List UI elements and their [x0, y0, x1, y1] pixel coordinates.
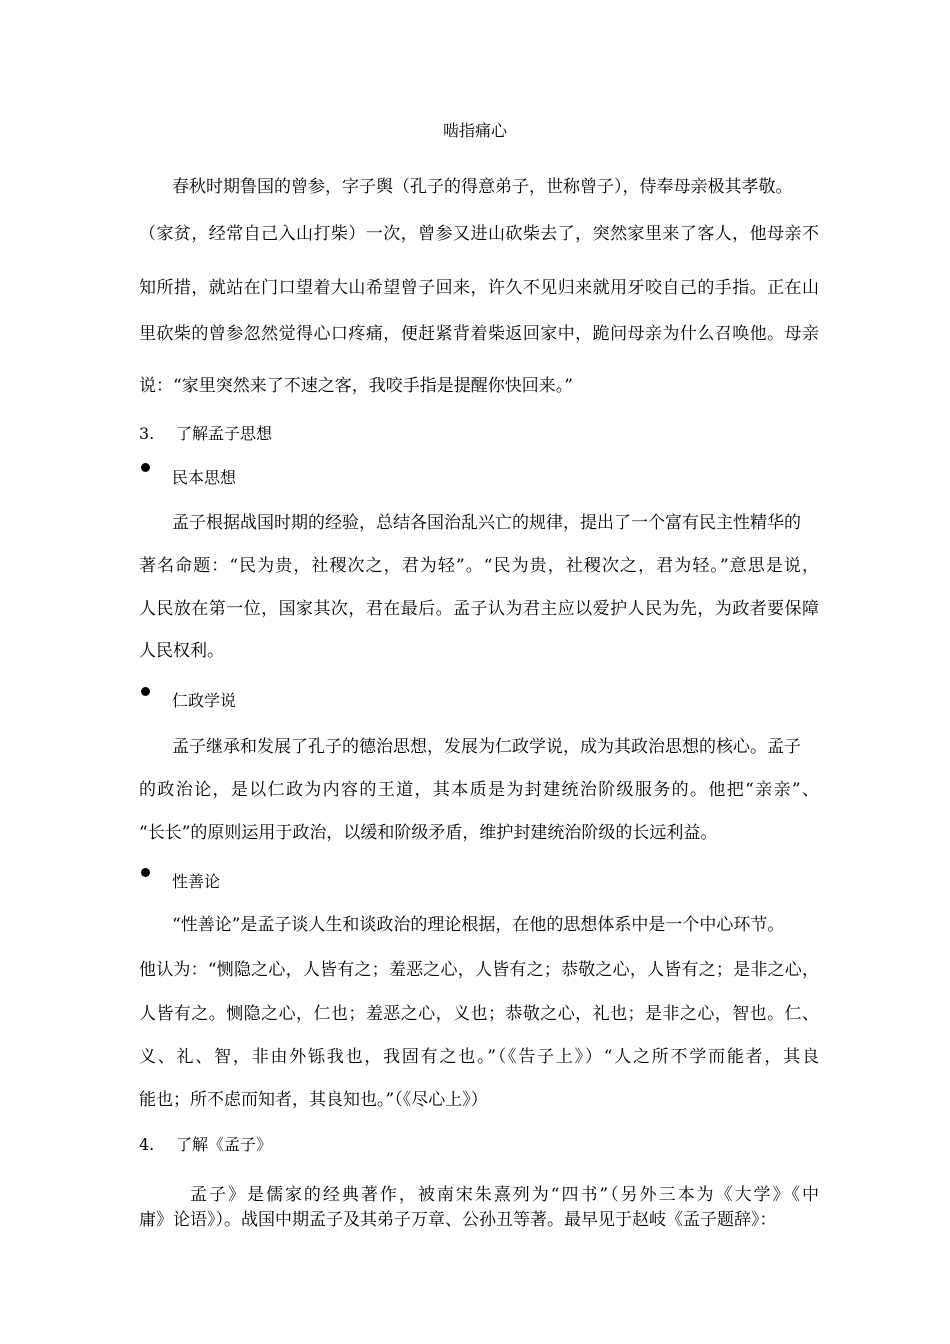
- bullet-icon: [141, 868, 150, 877]
- paragraph-line: 知所措，就站在门口望着大山希望曾子回来，许久不见归来就用牙咬自己的手指。正在山: [139, 278, 819, 298]
- section-heading: 了解孟子思想: [176, 424, 273, 443]
- paragraph-line: 孟子根据战国时期的经验，总结各国治乱兴亡的规律，提出了一个富有民主性精华的: [172, 513, 801, 533]
- paragraph-line: 人皆有之。恻隐之心，仁也；羞恶之心，义也；恭敬之心，礼也；是非之心，智也。仁、: [139, 1004, 819, 1024]
- bullet-icon: [141, 463, 150, 472]
- paragraph-line: “长长”的原则运用于政治，以缓和阶级矛盾，维护封建统治阶级的长远利益。: [139, 823, 718, 843]
- paragraph-line: 里砍柴的曾参忽然觉得心口疼痛，便赶紧背着柴返回家中，跪问母亲为什么召唤他。母亲: [139, 324, 819, 344]
- section-number: 4.: [139, 1135, 155, 1154]
- paragraph-line: 他认为：“恻隐之心，人皆有之；羞恶之心，人皆有之；恭敬之心，人皆有之；是非之心，: [139, 960, 819, 980]
- paragraph-line: 说：“家里突然来了不速之客，我咬手指是提醒你快回来。”: [139, 376, 573, 396]
- paragraph-line: 孟子》是儒家的经典著作，被南宋朱熹列为“四书”（另外三本为《大学》《中: [190, 1185, 819, 1205]
- paragraph-line: 孟子继承和发展了孔子的德治思想，发展为仁政学说，成为其政治思想的核心。孟子: [172, 737, 801, 757]
- bullet-label: 性善论: [172, 872, 221, 891]
- paragraph-line: 人民放在第一位，国家其次，君在最后。孟子认为君主应以爱护人民为先，为政者要保障: [139, 599, 819, 619]
- paragraph-line: 著名命题：“民为贵，社稷次之，君为轻”。“民为贵，社稷次之，君为轻。”意思是说，: [139, 556, 819, 576]
- page-title: 啮指痛心: [442, 121, 507, 140]
- paragraph-line: 庸》论语》）。战国中期孟子及其弟子万章、公孙丑等著。最早见于赵岐《孟子题辞》：: [139, 1210, 777, 1230]
- bullet-icon: [141, 687, 150, 696]
- paragraph-line: “性善论”是孟子谈人生和谈政治的理论根据，在他的思想体系中是一个中心环节。: [172, 915, 785, 935]
- bullet-label: 民本思想: [172, 468, 237, 487]
- paragraph-line: （家贫，经常自己入山打柴）一次，曾参又进山砍柴去了，突然家里来了客人，他母亲不: [139, 224, 819, 244]
- section-number: 3.: [139, 424, 155, 443]
- paragraph-line: 义、礼、智，非由外铄我也，我固有之也。”（《告子上》）“人之所不学而能者，其良: [139, 1047, 819, 1067]
- paragraph-line: 的政治论，是以仁政为内容的王道，其本质是为封建统治阶级服务的。他把“亲亲”、: [139, 780, 819, 800]
- bullet-label: 仁政学说: [172, 691, 237, 710]
- section-heading: 了解《孟子》: [176, 1135, 273, 1154]
- paragraph-line: 人民权利。: [139, 641, 224, 661]
- paragraph-line: 能也；所不虑而知者，其良知也。”（《尽心上》）: [139, 1090, 488, 1110]
- paragraph-line: 春秋时期鲁国的曾参，字子舆（孔子的得意弟子，世称曾子），侍奉母亲极其孝敬。: [172, 177, 793, 197]
